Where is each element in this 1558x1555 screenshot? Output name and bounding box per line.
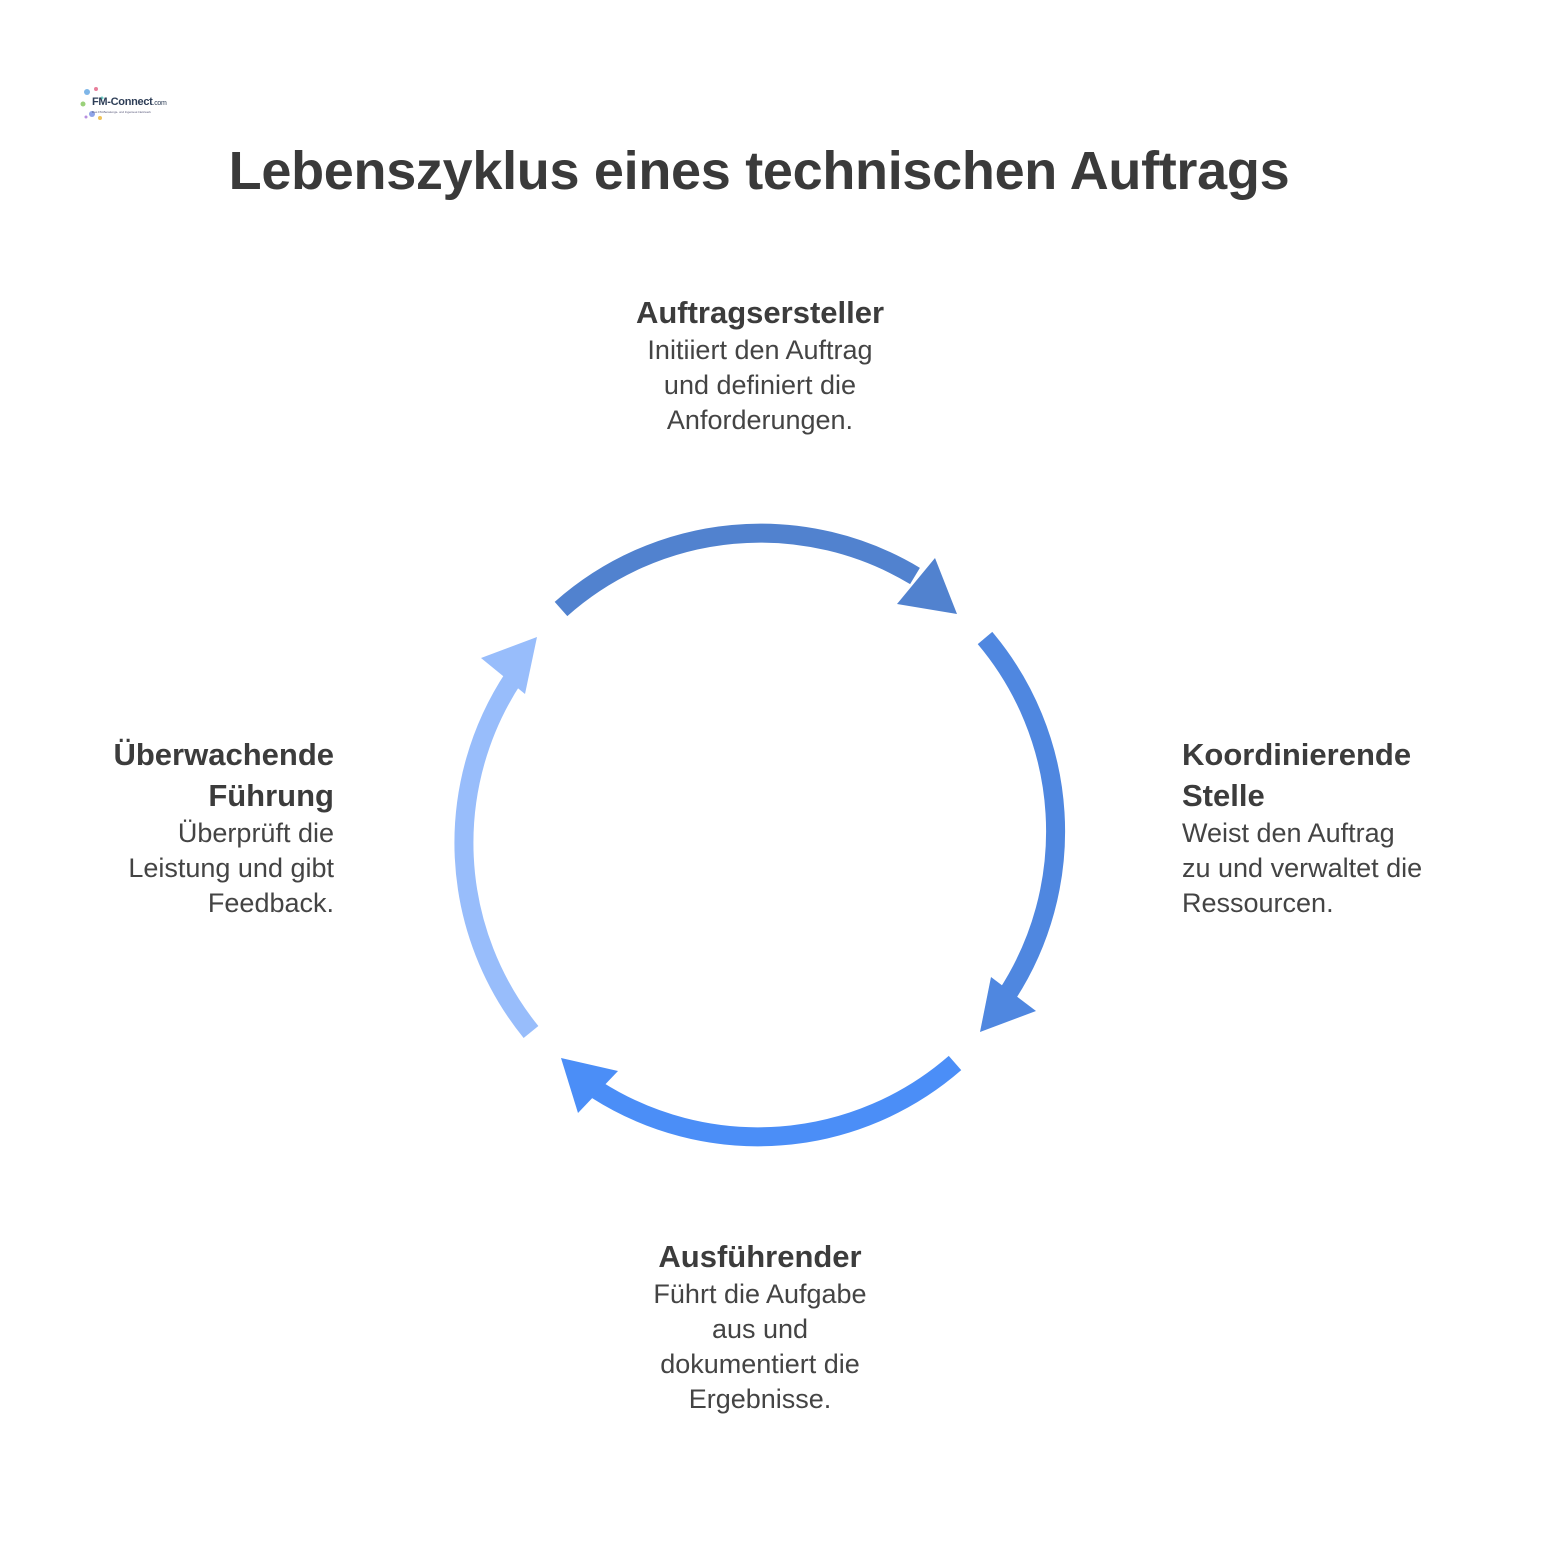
stage-ausfuehrender <box>560 1236 960 1417</box>
arrow-right <box>985 638 1056 995</box>
arrow-top <box>561 533 915 609</box>
stage-description: Führt die Aufgabe aus und dokumentiert die Ergebnisse. <box>653 1279 867 1414</box>
stage-heading: Auftragsersteller <box>635 295 885 330</box>
stage-heading: Überwachende Führung <box>113 737 334 813</box>
stage-description: Überprüft die Leistung und gibt Feedback. <box>128 818 334 918</box>
stage-description: Weist den Auftrag zu und verwaltet die Ressourcen. <box>1182 818 1423 918</box>
stage-auftragsersteller <box>560 292 960 438</box>
arrow-left <box>464 677 531 1032</box>
arrow-bottom <box>597 1063 955 1137</box>
stage-heading: Ausführender <box>658 1239 862 1274</box>
logo-brand: FM-Connect.com <box>92 96 167 108</box>
stage-heading: Koordinierende Stelle <box>1182 737 1412 813</box>
page-title: Lebenszyklus eines technischen Auftrags <box>228 141 1290 201</box>
stage-ueberwachende-fuehrung <box>40 734 334 921</box>
stage-koordinierende-stelle <box>1182 734 1522 921</box>
logo-tagline: Das FM-Beratungs- und Ingenieur-Netzwerk <box>92 110 151 114</box>
stage-description: Initiiert den Auftrag und definiert die Anforderungen. <box>647 335 873 435</box>
